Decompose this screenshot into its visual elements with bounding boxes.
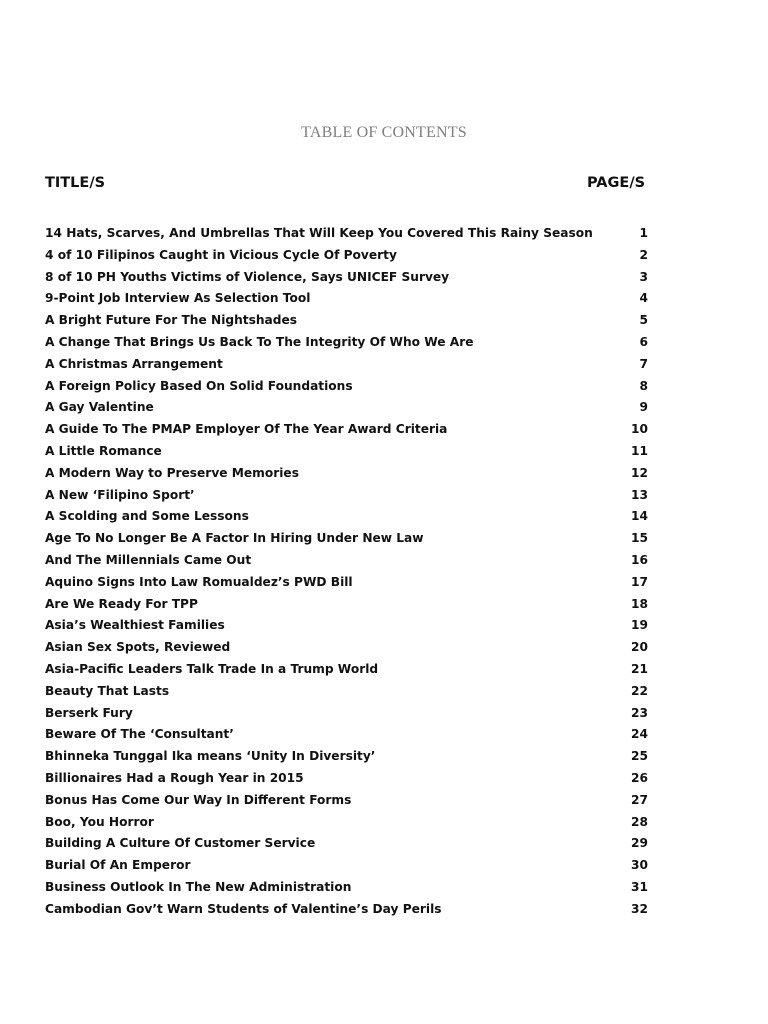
toc-entry-page-number: 24 (631, 727, 648, 742)
toc-entry-title: Aquino Signs Into Law Romualdez’s PWD Bill (45, 574, 353, 589)
toc-entry (0, 485, 768, 507)
toc-entry-title: A Little Romance (45, 443, 162, 458)
toc-entry-page-number: 29 (631, 836, 648, 851)
toc-entry-title: A Change That Brings Us Back To The Integrity Of Who We Are (45, 334, 474, 349)
toc-entry (0, 812, 768, 834)
toc-entry-page-number: 27 (631, 792, 648, 807)
toc-entry (0, 550, 768, 572)
toc-entry (0, 267, 768, 289)
toc-entry-page-number: 16 (631, 552, 648, 567)
toc-entry (0, 223, 768, 245)
toc-entry (0, 790, 768, 812)
toc-entry-page-number: 21 (631, 661, 648, 676)
toc-entry (0, 288, 768, 310)
toc-entry-title: A Scolding and Some Lessons (45, 509, 249, 524)
toc-entry-title: 9-Point Job Interview As Selection Tool (45, 291, 311, 306)
toc-entry-page-number: 31 (631, 879, 648, 894)
toc-entry (0, 528, 768, 550)
toc-entry-title: Business Outlook In The New Administration (45, 879, 352, 894)
toc-entry (0, 506, 768, 528)
toc-entry-title: Asia-Pacific Leaders Talk Trade In a Trump World (45, 661, 379, 676)
toc-entry-title: Asia’s Wealthiest Families (45, 618, 225, 633)
toc-entry-page-number: 20 (631, 640, 648, 655)
toc-entry (0, 615, 768, 637)
toc-entry-page-number: 8 (639, 378, 648, 393)
toc-entry-title: Burial Of An Emperor (45, 858, 191, 873)
toc-entry (0, 594, 768, 616)
toc-entry-title: Age To No Longer Be A Factor In Hiring Under New Law (45, 531, 424, 546)
toc-entry-page-number: 25 (631, 749, 648, 764)
toc-entry (0, 572, 768, 594)
toc-entry-title: 14 Hats, Scarves, And Umbrellas That Will Keep You Covered This Rainy Season (45, 226, 593, 240)
toc-entry-page-number: 18 (631, 596, 648, 611)
toc-entry-title: Cambodian Gov’t Warn Students of Valentine’s Day Perils (45, 901, 442, 916)
toc-entry (0, 746, 768, 768)
toc-entry-page-number: 11 (631, 443, 648, 458)
toc-entry-page-number: 9 (639, 400, 648, 415)
toc-entry-page-number: 4 (639, 291, 648, 306)
toc-entry-page-number: 1 (639, 226, 648, 240)
toc-entry (0, 637, 768, 659)
toc-entry-page-number: 14 (631, 509, 648, 524)
toc-entry-title: A New ‘Filipino Sport’ (45, 487, 195, 502)
toc-entry-page-number: 2 (639, 247, 648, 262)
toc-entry (0, 245, 768, 267)
toc-entry-title: A Bright Future For The Nightshades (45, 313, 297, 328)
toc-entry (0, 681, 768, 703)
toc-entry (0, 855, 768, 877)
toc-entry-page-number: 17 (631, 574, 648, 589)
toc-entry (0, 833, 768, 855)
toc-entry (0, 899, 768, 921)
toc-entry (0, 724, 768, 746)
toc-entry-page-number: 19 (631, 618, 648, 633)
toc-entry (0, 877, 768, 899)
pages-column-header: PAGE/S (587, 175, 646, 191)
toc-entry-page-number: 23 (631, 705, 648, 720)
toc-heading: TABLE OF CONTENTS (301, 124, 467, 141)
toc-entry-title: Asian Sex Spots, Reviewed (45, 640, 231, 655)
toc-entry (0, 703, 768, 725)
toc-entry-title: Beauty That Lasts (45, 683, 170, 698)
toc-entry-page-number: 7 (639, 356, 648, 371)
toc-entry-title: Building A Culture Of Customer Service (45, 836, 316, 851)
titles-column-header: TITLE/S (45, 175, 106, 191)
toc-entry-title: Bonus Has Come Our Way In Different Forms (45, 792, 352, 807)
toc-entry-title: 4 of 10 Filipinos Caught in Vicious Cycle Of Poverty (45, 247, 397, 262)
toc-entry-title: Billionaires Had a Rough Year in 2015 (45, 770, 304, 785)
toc-entry (0, 332, 768, 354)
toc-entry-page-number: 32 (631, 901, 648, 916)
toc-entry-page-number: 13 (631, 487, 648, 502)
toc-entry-title: And The Millennials Came Out (45, 552, 252, 567)
toc-entry-title: A Christmas Arrangement (45, 356, 223, 371)
toc-entry-title: A Modern Way to Preserve Memories (45, 465, 299, 480)
toc-entry (0, 659, 768, 681)
toc-entry (0, 354, 768, 376)
toc-entry (0, 376, 768, 398)
toc-entry-page-number: 6 (639, 334, 648, 349)
toc-entry-page-number: 12 (631, 465, 648, 480)
toc-entry-title: Berserk Fury (45, 705, 133, 720)
toc-entry (0, 397, 768, 419)
toc-entry-list (0, 223, 768, 921)
toc-entry-page-number: 30 (631, 858, 648, 873)
toc-entry-title: Are We Ready For TPP (45, 596, 198, 611)
toc-entry-title: A Foreign Policy Based On Solid Foundations (45, 378, 353, 393)
toc-entry (0, 768, 768, 790)
toc-entry-title: 8 of 10 PH Youths Victims of Violence, Says UNICEF Survey (45, 269, 450, 284)
toc-entry (0, 310, 768, 332)
toc-entry-title: A Gay Valentine (45, 400, 154, 415)
toc-entry-title: Bhinneka Tunggal Ika means ‘Unity In Diversity’ (45, 749, 376, 764)
toc-entry-page-number: 28 (631, 814, 648, 829)
toc-entry (0, 441, 768, 463)
toc-entry-title: Beware Of The ‘Consultant’ (45, 727, 234, 742)
toc-entry-page-number: 26 (631, 770, 648, 785)
toc-entry-page-number: 3 (639, 269, 648, 284)
toc-entry-page-number: 5 (639, 313, 648, 328)
toc-entry (0, 463, 768, 485)
toc-entry-page-number: 10 (631, 422, 648, 437)
toc-entry-page-number: 22 (631, 683, 648, 698)
toc-entry-page-number: 15 (631, 531, 648, 546)
toc-entry-title: A Guide To The PMAP Employer Of The Year Award Criteria (45, 422, 448, 437)
toc-entry (0, 419, 768, 441)
toc-entry-title: Boo, You Horror (45, 814, 154, 829)
